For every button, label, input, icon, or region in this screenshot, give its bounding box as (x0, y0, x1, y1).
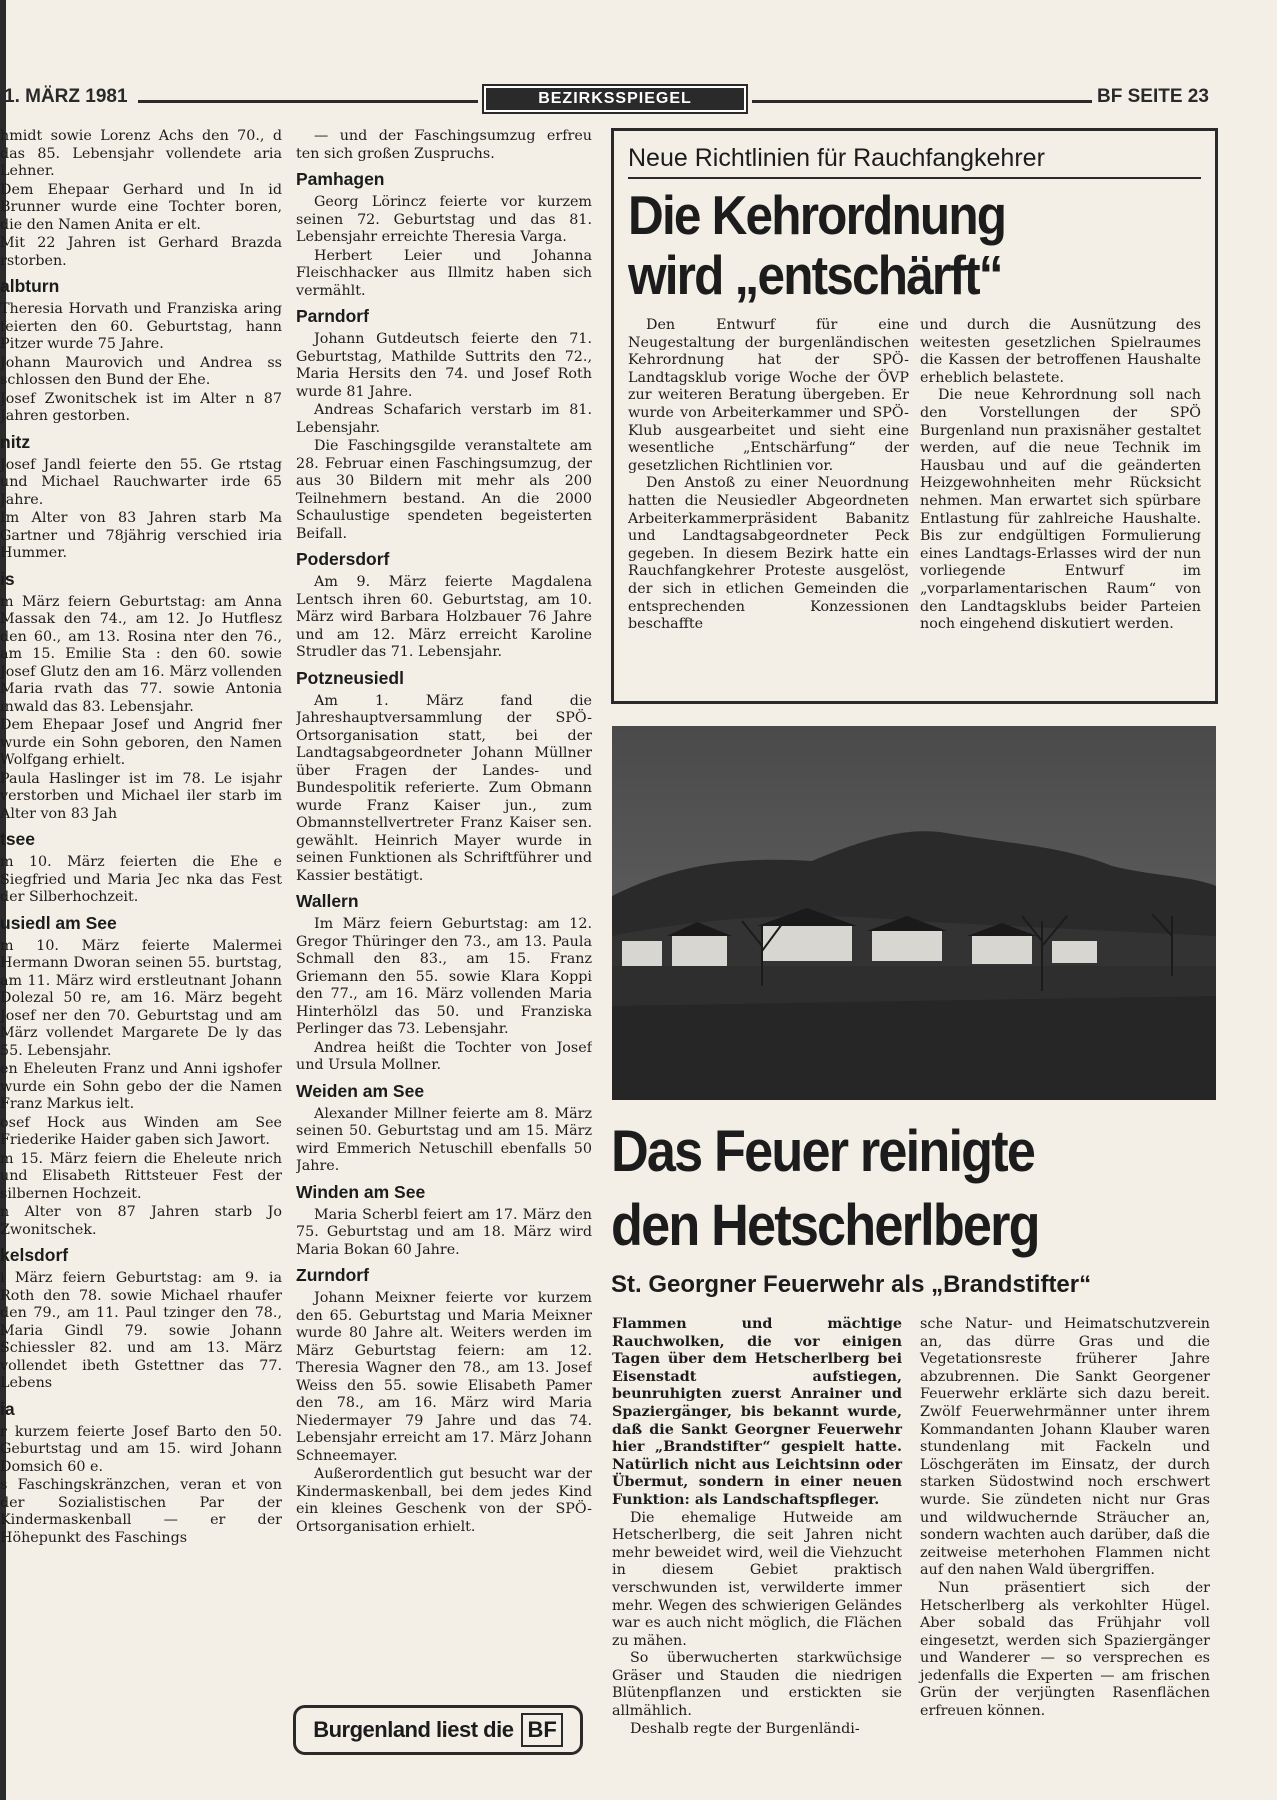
news-paragraph: Im März feiern Geburtstag: am 12. Gregor Thüringer den 73., am 13. Paula Schmall den 83., am 15. Franz Griemann den 55. sowie Klara Koppi den 77., am 16. März vollenden Maria Hinterhölzl das 50. und Franziska Perlinger das 73. Lebensjahr. (296, 916, 592, 1037)
news-paragraph: Theresia Horvath und Franziska aring feierten den 60. Geburtstag, hann Pitzer wurde 75 Jahre. (0, 301, 282, 352)
article-body-left (628, 317, 909, 634)
fire-article-headline (611, 1115, 1169, 1263)
news-paragraph: Am 1. März fand die Jahreshauptversammlung der SPÖ-Ortsorganisation statt, bei der Landtagsabgeordneter Johann Müllner über Fragen der Landes- und Bundespolitik referierte. Zum Obmann wurde Franz Kaiser jun., zum Obmannstellvertreter Franz Kaiser sen. gewählt. Heinrich Mayer wurde in seinen Funktionen als Schriftführer und Kassier bestätigt. (296, 692, 592, 884)
news-paragraph: Johann Gutdeutsch feierte den 71. Geburtstag, Mathilde Suttrits den 72., Maria Hersits den 74. und Josef Roth wurde 81 Jahre. (296, 331, 592, 400)
article-paragraph: So überwucherten starkwüchsige Gräser und Stauden die niedrigen Blütenpflanzen und erstickten sie allmählich. (612, 1650, 902, 1720)
article-body (628, 317, 1201, 634)
town-heading: nitz (0, 431, 31, 452)
news-paragraph: m 10. März feierten die Ehe e Siegfried und Maria Jec nka das Fest der Silberhochzeit. (0, 854, 282, 905)
news-paragraph: m 15. März feiern die Eheleute nrich und Elisabeth Rittsteuer Fest der silbernen Hochzeit. (0, 1150, 282, 1202)
town-heading: Weiden am See (296, 1080, 425, 1101)
news-paragraph: Mit 22 Jahren ist Gerhard Brazda rstorben. (0, 235, 282, 269)
article-kicker: Neue Richtlinien für Rauchfangkehrer (628, 143, 1201, 179)
bf-logo: BF (521, 1713, 562, 1747)
news-paragraph: Maria Scherbl feiert am 17. März den 75. Geburtstag und am 18. März wird Maria Bokan 60 Jahre. (296, 1206, 592, 1258)
news-paragraph: Johann Maurovich und Andrea ss schlossen den Bund der Ehe. (0, 354, 282, 388)
bf-ad-banner (293, 1705, 583, 1755)
article-paragraph: Die ehemalige Hutweide am Hetscherlberg, die seit Jahren nicht mehr beweidet wird, weil die Viehzucht in diesem Gebiet praktisch verschwunden ist, verwilderte immer mehr. Wegen des schwierigen Geländes war es auch nicht möglich, die Flächen zu mähen. (612, 1509, 902, 1649)
article-paragraph: sche Natur- und Heimatschutzverein an, das dürre Gras und die Vegetationsreste früherer Jahre abzubrennen. Die Sankt Georgener Feuerwehr erklärte sich dazu bereit. Zwölf Feuerwehrmänner unter ihrem Kommandanten Johann Klauber waren stundenlang mit Fackeln und Löschgeräten im Einsatz, der durch starken Südostwind noch erschwert wurde. Sie zündeten nicht nur Gras und wildwuchernde Sträucher an, sondern wachten auch darüber, daß die zeitweise meterhohen Flammen nicht auf den nahen Wald übergriffen. (920, 1316, 1210, 1579)
town-heading: Winden am See (296, 1181, 426, 1202)
landscape-photo-illustration (612, 726, 1216, 1100)
fire-article-subhead: St. Georgner Feuerwehr als „Brandstifter“ (611, 1271, 1092, 1298)
fire-article-lead: Flammen und mächtige Rauchwolken, die vor einigen Tagen über dem Hetscherlberg bei Eisenstadt aufstiegen, beunruhigten zuerst Anrainer und Spaziergänger, bis bekannt wurde, daß die Sankt Georgner Feuerwehr hier „Brandstifter“ gespielt hatte. Natürlich nicht aus Leichtsinn oder Übermut, sondern in einer neuen Funktion: als Landschaftspfleger. (612, 1316, 902, 1508)
news-paragraph: Außerordentlich gut besucht war der Kindermaskenball, bei dem jedes Kind ein kleines Geschenk von der SPÖ-Ortsorganisation erhielt. (296, 1466, 592, 1535)
fire-article-column-2 (920, 1316, 1210, 1721)
town-heading: Podersdorf (296, 549, 390, 569)
issue-date: 1. MÄRZ 1981 (4, 86, 128, 107)
article-paragraph: und durch die Ausnützung des weitesten gesetzlichen Spielraumes die Kassen der betroffenen Haushalte erheblich belastete. (920, 317, 1201, 386)
news-paragraph: — und der Faschingsumzug erfreu ten sich großen Zuspruchs. (296, 128, 592, 162)
news-paragraph: Paula Haslinger ist im 78. Le isjahr verstorben und Michael iler starb im Alter von 83 Jah (0, 770, 282, 822)
fire-headline-line-1: Das Feuer reinigte (611, 1119, 1035, 1184)
article-paragraph: Nun präsentiert sich der Hetscherlberg als verkohlter Hügel. Aber sobald das Frühjahr voll eingesetzt, werden sich Spaziergänger und Wanderer — so versprechen es jedenfalls die Experten — am frischen Grün der verjüngten Rasenflächen erfreuen können. (920, 1579, 1210, 1720)
news-paragraph: m März feiern Geburtstag: am Anna Massak den 74., am 12. Jo Hutflesz den 60., am 13. Rosina nter den 76., am 15. Emilie Sta : den 60. sowie Josef Glutz den am 16. März vollenden Maria rvath das 77. sowie Antonia inwald das 83. Lebensjahr. (0, 593, 282, 715)
news-paragraph: Am 9. März feierte Magdalena Lentsch ihren 60. Geburtstag, am 10. März wird Barbara Holzbauer 76 Jahre und am 12. März erreicht Karoline Strudler das 71. Lebensjahr. (296, 574, 592, 660)
town-heading: Parndorf (296, 306, 369, 326)
town-heading: Wallern (296, 891, 359, 911)
news-paragraph: Herbert Leier und Johanna Fleischhacker aus Illmitz haben sich vermählt. (296, 247, 592, 299)
town-heading: albturn (0, 276, 60, 296)
article-body-right (920, 317, 1201, 634)
fire-article-column-1 (612, 1316, 902, 1738)
news-paragraph: Dem Ehepaar Josef und Angrid fner wurde ein Sohn geboren, den Namen Wolfgang erhielt. (0, 717, 282, 768)
news-paragraph: Im Alter von 83 Jahren starb Ma Gartner und 78jährig verschied iria Hummer. (0, 510, 282, 561)
news-paragraph: r kurzem feierte Josef Barto den 50. Geburtstag und am 15. wird Johann Domsich 60 e. (0, 1423, 282, 1475)
page-number: BF SEITE 23 (1097, 86, 1209, 107)
fire-headline-line-2: den Hetscherlberg (611, 1193, 1039, 1258)
town-heading: kelsdorf (0, 1245, 69, 1265)
news-paragraph: osef Hock aus Winden am See Friederike Haider gaben sich Jawort. (0, 1114, 282, 1148)
town-heading: usiedl am See (0, 912, 117, 933)
town-heading: ia (0, 1398, 15, 1419)
news-paragraph: Josef Zwonitschek ist im Alter n 87 Jahren gestorben. (0, 390, 282, 424)
news-paragraph: Josef Jandl feierte den 55. Ge rtstag und Michael Rauchwarter irde 65 Jahre. (0, 456, 282, 508)
news-paragraph: m 10. März feierte Malermei Hermann Dworan seinen 55. burtstag, am 11. März wird erstleutnant Johann Dolezal 50 re, am 16. März begeht Josef ner den 70. Geburtstag und am März vollendet Margarete De ly das 55. Lebensjahr. (0, 937, 282, 1059)
town-heading: is (0, 568, 15, 589)
section-label: BEZIRKSSPIEGEL (486, 88, 744, 110)
town-heading: Zurndorf (296, 1265, 369, 1285)
news-paragraph: Johann Meixner feierte vor kurzem den 65. Geburtstag und Maria Meixner wurde 80 Jahre alt. Weiters werden im März Geburtstag feiern: am 12. Theresia Wagner den 78., am 13. Josef Weiss den 55. sowie Elisabeth Pamer den 78., am 16. März wird Maria Niedermayer 79 Jahre und das 74. Lebensjahr erreicht am 17. März Johann Schneemayer. (296, 1290, 592, 1464)
town-heading: Pamhagen (296, 169, 385, 189)
news-paragraph: Andrea heißt die Tochter von Josef und Ursula Mollner. (296, 1039, 592, 1073)
section-label-box (482, 84, 748, 114)
town-heading: tsee (0, 829, 36, 849)
article-headline (628, 185, 1144, 305)
header-rule-right (752, 100, 1092, 103)
article-paragraph: Den Anstoß zu einer Neuordnung hatten die Neusiedler Abgeordneten Arbeiterkammerpräsident Babanitz und Landtagsabgeordneter Peck gegeben. In diesem Bezirk hatte ein Rauchfangkehrer Proteste ausgelöst, der sich in etlichen Gemeinden die entsprechenden Konzessionen beschaffte (628, 475, 909, 633)
page-header (0, 84, 1277, 120)
chimney-sweep-article (611, 128, 1218, 704)
news-paragraph: en Eheleuten Franz und Anni igshofer wurde ein Sohn gebo der die Namen Franz Markus ielt. (0, 1061, 282, 1112)
news-paragraph: Georg Lörincz feierte vor kurzem seinen 72. Geburtstag und das 81. Lebensjahr erreichte Theresia Varga. (296, 194, 592, 245)
news-paragraph: Andreas Schafarich verstarb im 81. Lebensjahr. (296, 402, 592, 436)
town-heading: Potzneusiedl (296, 667, 404, 688)
local-news-column-2 (296, 128, 592, 1688)
ad-text: Burgenland liest die (313, 1717, 514, 1742)
news-paragraph: Alexander Millner feierte am 8. März seinen 50. Geburtstag und am 15. März wird Emmerich Netuschill ebenfalls 50 Jahre. (296, 1105, 592, 1174)
local-news-column-1 (0, 128, 282, 1758)
article-paragraph: Die neue Kehrordnung soll nach den Vorstellungen der SPÖ Burgenland nun praxisnäher gestaltet werden, auf die neue Technik im Hausbau und auf die geänderten Heizgewohnheiten mehr Rücksicht nehmen. Man erwartet sich spürbare Entlastung für zahlreiche Haushalte. Bis zur endgültigen Formulierung eines Landtags-Erlasses wird der nun vorliegende Entwurf im „vorparlamentarischen Raum“ von den Landtagsklubs beider Parteien noch eingehend diskutiert werden. (920, 387, 1201, 633)
headline-line-1: Die Kehrordnung (628, 184, 1006, 246)
article-paragraph: Den Entwurf für eine Neugestaltung der burgenländischen Kehrordnung hat der SPÖ-Landtagsklub vorige Woche der ÖVP zur weiteren Beratung übergeben. Er wurde von Arbeiterkammer und SPÖ-Klub ausgearbeitet und sieht eine wesentliche „Entschärfung“ der gesetzlichen Richtlinien vor. (628, 317, 909, 474)
header-rule-left (138, 100, 478, 103)
news-paragraph: hmidt sowie Lorenz Achs den 70., d das 85. Lebensjahr vollendete aria Lehner. (0, 128, 282, 179)
article-paragraph: Deshalb regte der Burgenländi- (630, 1720, 860, 1737)
news-paragraph: n Alter von 87 Jahren starb Jo Zwonitschek. (0, 1204, 282, 1238)
hetscherlberg-photo (612, 726, 1216, 1100)
news-paragraph: s Faschingskränzchen, veran et von der Sozialistischen Par der Kindermaskenball — er der Höhepunkt des Faschings (0, 1477, 282, 1546)
headline-line-2: wird „entschärft“ (628, 244, 1002, 306)
news-paragraph: i März feiern Geburtstag: am 9. ia Roth den 78. sowie Michael rhaufer den 79., am 11. Paul tzinger den 78., Maria Gindl 79. sowie Johann Schiessler 82. und am 13. März vollendet ibeth Gstettner das 77. Lebens (0, 1270, 282, 1391)
news-paragraph: Die Faschingsgilde veranstaltete am 28. Februar einen Faschingsumzug, der aus 30 Bildern mit mehr als 200 Teilnehmern bestand. An die 2000 Schaulustige spendeten begeisterten Beifall. (296, 438, 592, 542)
news-paragraph: Dem Ehepaar Gerhard und In id Brunner wurde eine Tochter boren, die den Namen Anita er elt. (0, 181, 282, 233)
